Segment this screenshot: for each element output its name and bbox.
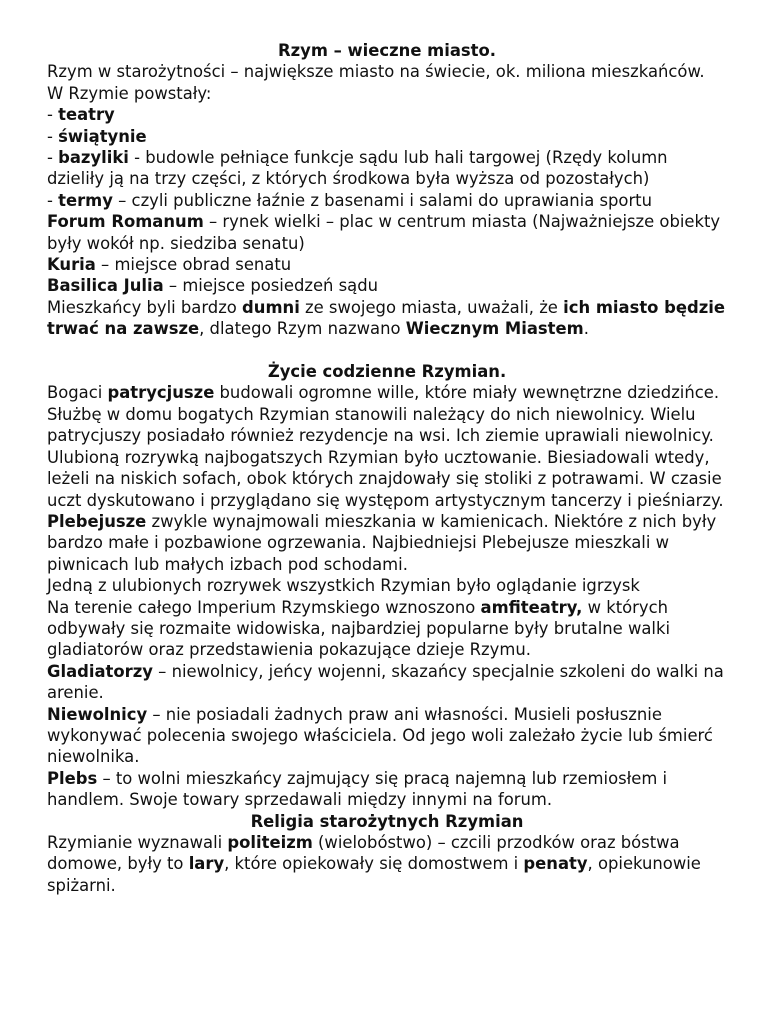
list-item-temples: - świątynie <box>47 126 147 146</box>
term-basilicas: bazyliki <box>58 148 129 168</box>
paragraph-slaves: Niewolnicy – nie posiadali żadnych praw ani własności. Musieli posłusznie wykonywać polecenia swojego właściciela. Od jego woli zależało życie lub śmierć niewolnika. <box>47 704 713 767</box>
term-polytheism: politeizm <box>227 833 313 853</box>
paragraph-eternal-city: Mieszkańcy byli bardzo dumni ze swojego miasta, uważali, że ich miasto będzie trwać na zawsze, dlatego Rzym nazwano Wiecznym Miastem. <box>47 297 725 339</box>
term-baths: termy <box>58 190 113 210</box>
term-curia: Kuria <box>47 255 96 275</box>
paragraph-plebs: Plebs – to wolni mieszkańcy zajmujący się pracą najemną lub rzemiosłem i handlem. Swoje towary sprzedawali między innymi na forum. <box>47 768 668 810</box>
list-item-theatres: - teatry <box>47 105 115 125</box>
term-gladiators: Gladiatorzy <box>47 661 153 681</box>
paragraph-rome-intro: Rzym w starożytności – największe miasto na świecie, ok. miliona mieszkańców. <box>47 62 705 82</box>
paragraph-games: Jedną z ulubionych rozrywek wszystkich Rzymian było oglądanie igrzysk <box>47 576 640 596</box>
term-plebeians: Plebejusze <box>47 511 147 531</box>
paragraph-plebeians: Plebejusze zwykle wynajmowali mieszkania w kamienicach. Niektóre z nich były bardzo małe i pozbawione ogrzewania. Najbiedniejsi Plebejusze mieszkali w piwnicach lub małych izbach pod schodami. <box>47 511 717 574</box>
term-penates: penaty <box>523 854 588 874</box>
list-item-baths: - termy – czyli publiczne łaźnie z basenami i salami do uprawiania sportu <box>47 190 652 210</box>
section-title-rome: Rzym – wieczne miasto. <box>278 41 496 60</box>
list-item-basilicas: - bazyliki - budowle pełniące funkcje sądu lub hali targowej (Rzędy kolumn dzieliły ją na trzy części, z których środkowa była wyższa od pozostałych) <box>47 148 668 189</box>
term-patricians: patrycjusze <box>107 383 215 403</box>
term-theatres: teatry <box>58 105 115 125</box>
document-page <box>47 40 727 896</box>
paragraph-religion: Rzymianie wyznawali politeizm (wielobóstwo) – czcili przodków oraz bóstwa domowe, były to lary, które opiekowały się domostwem i penaty, opiekunowie spiżarni. <box>47 833 701 895</box>
spacer <box>47 340 727 361</box>
section-title-religion: Religia starożytnych Rzymian <box>250 811 524 831</box>
paragraph-built-intro: W Rzymie powstały: <box>47 83 212 103</box>
paragraph-forum: Forum Romanum – rynek wielki – plac w centrum miasta (Najważniejsze obiekty były wokół np. siedziba senatu) <box>47 212 721 253</box>
paragraph-basilica-julia: Basilica Julia – miejsce posiedzeń sądu <box>47 276 379 296</box>
term-forum: Forum Romanum <box>47 212 204 232</box>
term-temples: świątynie <box>58 126 147 146</box>
term-basilica-julia: Basilica Julia <box>47 276 164 296</box>
term-slaves: Niewolnicy <box>47 704 148 724</box>
paragraph-gladiators: Gladiatorzy – niewolnicy, jeńcy wojenni, skazańcy specjalnie szkoleni do walki na arenie. <box>47 661 724 703</box>
paragraph-amphitheatres: Na terenie całego Imperium Rzymskiego wznoszono amfiteatry, w których odbywały się rozmaite widowiska, najbardziej popularne były brutalne walki gladiatorów oraz przedstawienia pokazujące dzieje Rzymu. <box>47 597 671 660</box>
term-plebs: Plebs <box>47 768 98 788</box>
term-amphitheatres: amfiteatry, <box>480 597 583 617</box>
section-title-daily-life: Życie codzienne Rzymian. <box>267 362 507 382</box>
paragraph-curia: Kuria – miejsce obrad senatu <box>47 255 292 275</box>
paragraph-patricians: Bogaci patrycjusze budowali ogromne wille, które miały wewnętrzne dziedzińce. Służbę w domu bogatych Rzymian stanowili należący do nich niewolnicy. Wielu patrycjuszy posiadało również rezydencje na wsi. Ich ziemie uprawiali niewolnicy. Ulubioną rozrywką najbogatszych Rzymian było ucztowanie. Biesiadowali wtedy, leżeli na niskich sofach, obok których znajdowały się stoliki z potrawami. W czasie uczt dyskutowano i przyglądano się występom artystycznym tancerzy i pieśniarzy. <box>47 383 724 510</box>
term-lares: lary <box>188 854 225 874</box>
